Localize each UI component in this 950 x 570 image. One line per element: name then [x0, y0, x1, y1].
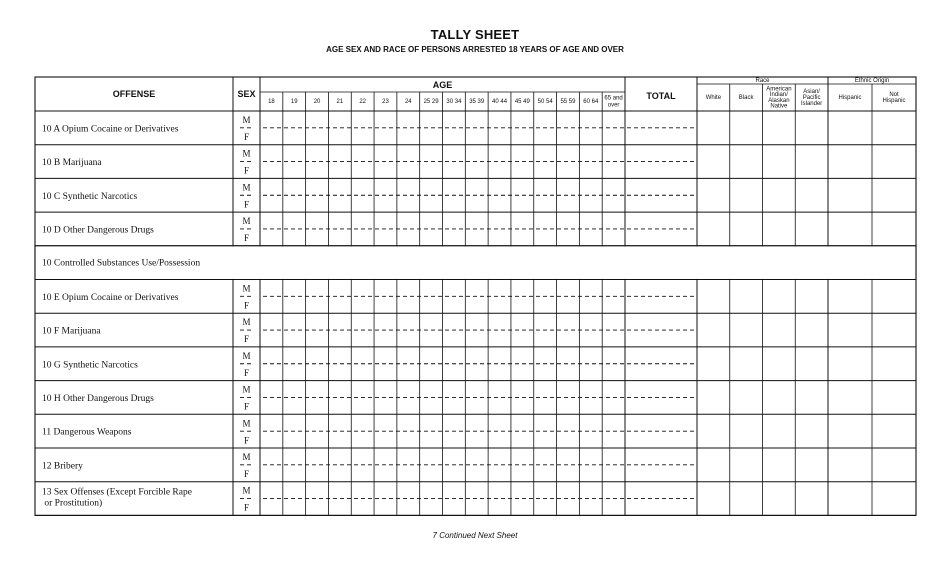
- race-column-label: Asian/ Pacific Islander: [800, 89, 823, 107]
- offense-label: 10 D Other Dangerous Drugs: [42, 225, 154, 236]
- race-column-label: American Indian/ Alaskan Native: [766, 86, 792, 110]
- sex-label-m: M: [242, 485, 251, 496]
- offense-header: OFFENSE: [112, 89, 156, 99]
- offense-label: 10 G Synthetic Narcotics: [42, 360, 138, 371]
- sex-label-f: F: [243, 199, 250, 210]
- age-column-label: 50 54: [537, 99, 553, 105]
- footer-note: 7 Continued Next Sheet: [432, 531, 518, 540]
- sex-label-f: F: [243, 233, 250, 244]
- offense-label: 10 H Other Dangerous Drugs: [42, 393, 154, 404]
- age-column-label: 25 29: [423, 99, 439, 105]
- age-column-label: 20: [313, 99, 321, 105]
- ethnic-column-label: Not Hispanic: [882, 92, 906, 104]
- race-column-label: White: [705, 95, 722, 101]
- age-column-label: 40 44: [492, 99, 508, 105]
- offense-label: 11 Dangerous Weapons: [42, 427, 132, 438]
- race-column-label: Black: [738, 95, 754, 101]
- race-header: Race: [755, 78, 770, 84]
- age-column-label: 45 49: [514, 99, 530, 105]
- ethnic-header: Ethnic Origin: [854, 78, 890, 84]
- sex-label-m: M: [242, 418, 251, 429]
- sheet-title: TALLY SHEET: [430, 27, 520, 42]
- sex-label-f: F: [243, 469, 250, 479]
- age-column-label: 19: [290, 99, 298, 105]
- sex-label-m: M: [242, 350, 251, 361]
- sex-label-f: F: [243, 435, 250, 446]
- sheet-subtitle: AGE SEX AND RACE OF PERSONS ARRESTED 18 YEARS OF AGE AND OVER: [326, 45, 624, 54]
- sex-label-m: M: [242, 452, 251, 462]
- sex-label-m: M: [242, 317, 251, 328]
- sex-label-m: M: [242, 148, 251, 159]
- offense-label: 10 C Synthetic Narcotics: [42, 191, 138, 202]
- age-column-label: 65 and over: [604, 95, 623, 109]
- age-header: AGE: [432, 80, 453, 90]
- age-column-label: 60 64: [583, 99, 599, 105]
- sex-label-f: F: [243, 367, 250, 378]
- sex-label-f: F: [243, 132, 250, 142]
- age-column-label: 18: [268, 99, 275, 105]
- offense-label: 12 Bribery: [42, 461, 83, 472]
- sex-label-f: F: [243, 502, 250, 513]
- sex-label-m: M: [242, 384, 251, 395]
- age-column-label: 22: [359, 99, 366, 105]
- age-column-label: 35 39: [469, 99, 485, 105]
- sex-label-m: M: [242, 283, 251, 294]
- offense-label: 13 Sex Offenses (Except Forcible Rape or Prostitution): [42, 487, 192, 509]
- age-column-label: 55 59: [560, 99, 576, 105]
- ethnic-column-label: Hispanic: [838, 95, 862, 101]
- sex-label-m: M: [242, 115, 251, 125]
- sex-label-f: F: [243, 165, 250, 176]
- sex-label-m: M: [242, 216, 251, 227]
- sex-label-f: F: [243, 300, 250, 311]
- offense-label: 10 E Opium Cocaine or Derivatives: [42, 292, 179, 303]
- total-header: TOTAL: [646, 91, 676, 101]
- offense-label: 10 A Opium Cocaine or Derivatives: [42, 124, 179, 135]
- age-column-label: 21: [336, 99, 344, 105]
- sex-label-m: M: [242, 182, 251, 193]
- age-column-label: 23: [382, 99, 389, 105]
- section-row-label: 10 Controlled Substances Use/Possession: [42, 258, 201, 269]
- age-column-label: 24: [404, 99, 412, 105]
- sex-label-f: F: [243, 334, 250, 345]
- offense-label: 10 F Marijuana: [42, 326, 101, 337]
- offense-label: 10 B Marijuana: [42, 158, 102, 169]
- sex-header: SEX: [237, 89, 256, 99]
- age-column-label: 30 34: [446, 99, 462, 105]
- sex-label-f: F: [243, 401, 250, 412]
